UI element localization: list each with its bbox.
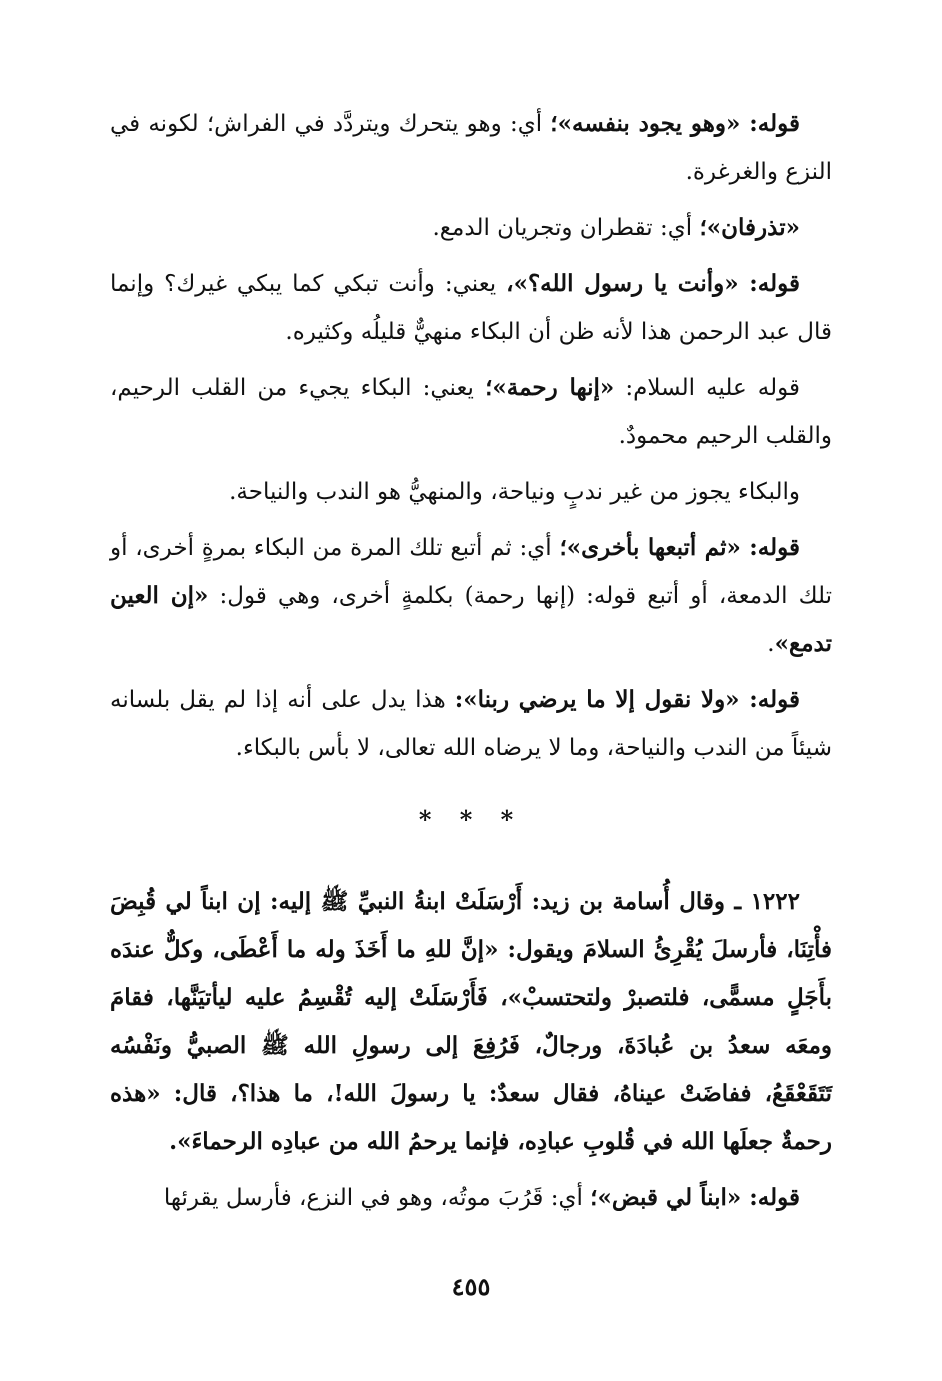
quoted-phrase: قوله: «ولا نقول إلا ما يرضي ربنا»: [454,686,800,713]
commentary-paragraph [110,1174,832,1222]
commentary-paragraph [110,260,832,356]
explanation-end: . [767,631,775,657]
quoted-phrase: «إن العين تدمع» [110,582,832,657]
page-number: ٤٥٥ [451,1272,491,1301]
commentary-paragraph [110,468,832,516]
explanation: يعني: وأنت تبكي كما يبكي غيرك؟ وإنما قال عبد الرحمن هذا لأنه ظن أن البكاء منهيٌّ قليلُه وكثيره. [110,271,832,345]
quoted-phrase: قوله: «ابناً لي قبض»؛ [590,1184,800,1211]
quoted-phrase: قوله: «وهو يجود بنفسه»؛ [550,110,800,137]
explanation: هذا يدل على أنه إذا لم يقل بلسانه شيئاً من الندب والنياحة، وما لا يرضاه الله تعالى، لا بأس بالبكاء. [110,687,832,761]
explanation: أي: قَرُبَ موتُه، وهو في النزع، فأرسل يقرئها [163,1185,591,1211]
commentary-paragraph [110,524,832,668]
quoted-phrase: قوله: «ثم أتبعها بأخرى»؛ [559,534,800,561]
explanation: والبكاء يجوز من غير ندبٍ ونياحة، والمنهيُّ هو الندب والنياحة. [229,479,800,505]
intro-phrase: قوله عليه السلام: [614,375,801,401]
explanation: أي: ثم أتبع تلك المرة من البكاء بمرةٍ أخرى، أو تلك الدمعة، أو أتبع قوله: (إنها رحمة) بكلمةٍ أخرى، وهي قول: [110,535,832,609]
quoted-phrase: قوله: «وأنت يا رسول الله؟»، [506,270,800,297]
commentary-paragraph [110,676,832,772]
hadith-text: ١٢٢٢ ـ وقال أُسامة بن زيد: أَرْسَلَتْ ابنةُ النبيِّ ﷺ إليه: إن ابناً لي قُبِضَ فأْتِنَا، فأرسلَ يُقْرِئُ السلامَ ويقول: «إنَّ للهِ ما أَخَذَ وله ما أَعْطَى، وكلٌّ عندَه بأَجَلٍ مسمًّى، فلتصبرْ ولتحتسبْ»، فَأَرْسَلَتْ إليه تُقْسِمُ عليه ليأتيَنَّها، فقامَ ومعَه سعدُ بن عُبادَةَ، ورجالٌ، فَرُفِعَ إلى رسولِ الله ﷺ الصبيُّ ونَفْسُه تَتَقَعْقَعُ، ففاضَتْ عيناهُ، فقال سعدٌ: يا رسولَ الله!، ما هذا؟، قال: «هذه رحمةٌ جعلَها الله في قُلوبِ عبادِه، فإنما يرحمُ الله من عبادِه الرحماءَ». [110,888,832,1155]
commentary-paragraph [110,364,832,460]
commentary-paragraph [110,100,832,196]
explanation: أي: وهو يتحرك ويتردَّد في الفراش؛ لكونه في النزع والغرغرة. [110,111,832,185]
section-separator: * * * [418,805,524,834]
explanation: أي: تقطران وتجريان الدمع. [432,215,700,241]
explanation: يعني: البكاء يجيء من القلب الرحيم، والقلب الرحيم محمودٌ. [110,375,832,449]
main-text [110,100,832,1230]
commentary-paragraph [110,204,832,252]
quoted-phrase: «إنها رحمة»؛ [485,374,615,401]
quoted-phrase: «تذرفان»؛ [699,214,800,241]
